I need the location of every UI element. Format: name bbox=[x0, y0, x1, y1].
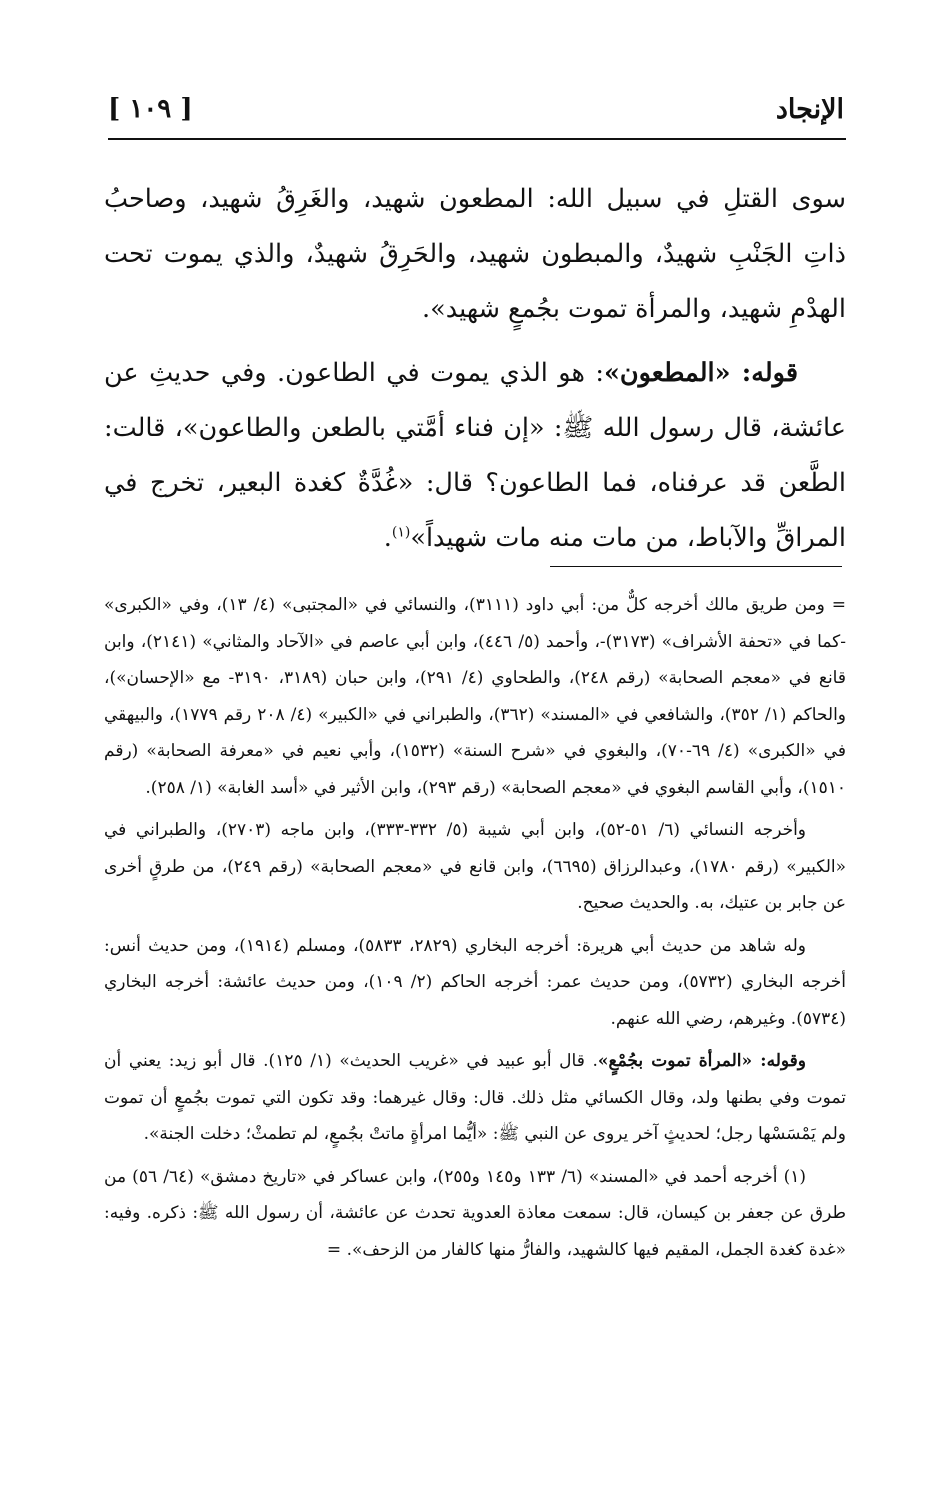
footnotes bbox=[104, 587, 846, 1274]
main-paragraph-2-body: : هو الذي يموت في الطاعون. وفي حديثِ عن عائشة، قال رسول الله ﷺ: «إن فناء أمَّتي بالطعن والطاعون»، قالت: الطَّعن قد عرفناه، فما الطاعون؟ قال: «غُدَّةٌ كغدة البعير، تخرج في المراقِّ والآباط، من مات منه مات شهيداً» bbox=[104, 358, 846, 553]
main-paragraph-1: سوى القتلِ في سبيل الله: المطعون شهيد، والغَرِقُ شهيد، وصاحبُ ذاتِ الجَنْبِ شهيدٌ، والمبطون شهيد، والحَرِقُ شهيدٌ، والذي يموت تحت الهدْمِ شهيد، والمرأة تموت بجُمعٍ شهيد». bbox=[104, 184, 846, 324]
main-paragraph-2 bbox=[104, 346, 846, 566]
footnote-paragraph-4-lead: وقوله: «المرأة تموت بجُمْعٍ» bbox=[597, 1051, 806, 1071]
footnote-continuation: = ومن طريق مالك أخرجه كلٌّ من: أبي داود (٣١١١)، والنسائي في «المجتبى» (٤/ ١٣)، وفي «الكبرى» -كما في «تحفة الأشراف» (٣١٧٣)-، وأحمد (٥/ ٤٤٦)، وابن أبي عاصم في «الآحاد والمثاني» (٢١٤١)، وابن قانع في «معجم الصحابة» (رقم ٢٤٨)، والطحاوي (٤/ ٢٩١)، وابن حبان (٣١٨٩، ٣١٩٠- مع «الإحسان»)، والحاكم (١/ ٣٥٢)، والشافعي في «المسند» (٣٦٢)، والطبراني في «الكبير» (٤/ ٢٠٨ رقم ١٧٧٩)، والبيهقي في «الكبرى» (٤/ ٦٩-٧٠)، والبغوي في «شرح السنة» (١٥٣٢)، وأبي نعيم في «معرفة الصحابة» (رقم ١٥١٠)، وأبي القاسم البغوي في «معجم الصحابة» (رقم ٢٩٣)، وابن الأثير في «أسد الغابة» (١/ ٢٥٨). bbox=[104, 595, 847, 798]
page-header bbox=[108, 90, 844, 130]
footnote-reference[interactable]: (١) bbox=[391, 524, 411, 541]
footnote-1: (١) أخرجه أحمد في «المسند» (٦/ ١٣٣ و١٤٥ و٢٥٥)، وابن عساكر في «تاريخ دمشق» (٦٤/ ٥٦) من طرق عن جعفر بن كيسان، قال: سمعت معاذة العدوية تحدث عن عائشة، أن رسول الله ﷺ: ذكره. وفيه: «غدة كغدة الجمل، المقيم فيها كالشهيد، والفارُّ منها كالفار من الزحف». = bbox=[104, 1166, 846, 1260]
footnote-paragraph-4-body: . قال أبو عبيد في «غريب الحديث» (١/ ١٢٥). قال أبو زيد: يعني أن تموت وفي بطنها ولد، وقال الكسائي مثل ذلك. قال: وقال غيرهما: وقد تكون التي تموت بجُمعٍ أن تموت ولم يَمْسَسْها رجل؛ لحديثٍ آخر يروى عن النبي ﷺ: «أيُّما امرأةٍ ماتتْ بجُمعٍ، لم تطمثْ؛ دخلت الجنة». bbox=[104, 1051, 846, 1144]
main-text bbox=[104, 172, 846, 575]
footnote-paragraph-3: وله شاهد من حديث أبي هريرة: أخرجه البخاري (٢٨٢٩، ٥٨٣٣)، ومسلم (١٩١٤)، ومن حديث أنس: أخرجه البخاري (٥٧٣٢)، ومن حديث عمر: أخرجه الحاكم (٢/ ١٠٩)، ومن حديث عائشة: أخرجه البخاري (٥٧٣٤). وغيرهم، رضي الله عنهم. bbox=[104, 935, 846, 1029]
footnote-separator bbox=[550, 566, 842, 567]
main-paragraph-2-end: . bbox=[383, 523, 392, 553]
page-number: [ ١٠٩ ] bbox=[108, 94, 193, 124]
header-rule bbox=[108, 138, 846, 140]
footnote-paragraph-2: وأخرجه النسائي (٦/ ٥١-٥٢)، وابن أبي شيبة (٥/ ٣٣٢-٣٣٣)، وابن ماجه (٢٧٠٣)، والطبراني في «الكبير» (رقم ١٧٨٠)، وعبدالرزاق (٦٦٩٥)، وابن قانع في «معجم الصحابة» (رقم ٢٤٩)، من طرقٍ أخرى عن جابر بن عتيك، به. والحديث صحيح. bbox=[104, 820, 847, 913]
main-paragraph-2-lead: قوله: «المطعون» bbox=[603, 358, 799, 388]
footnote-paragraph-4 bbox=[104, 1043, 846, 1153]
running-title: الإنجاد bbox=[775, 94, 844, 125]
